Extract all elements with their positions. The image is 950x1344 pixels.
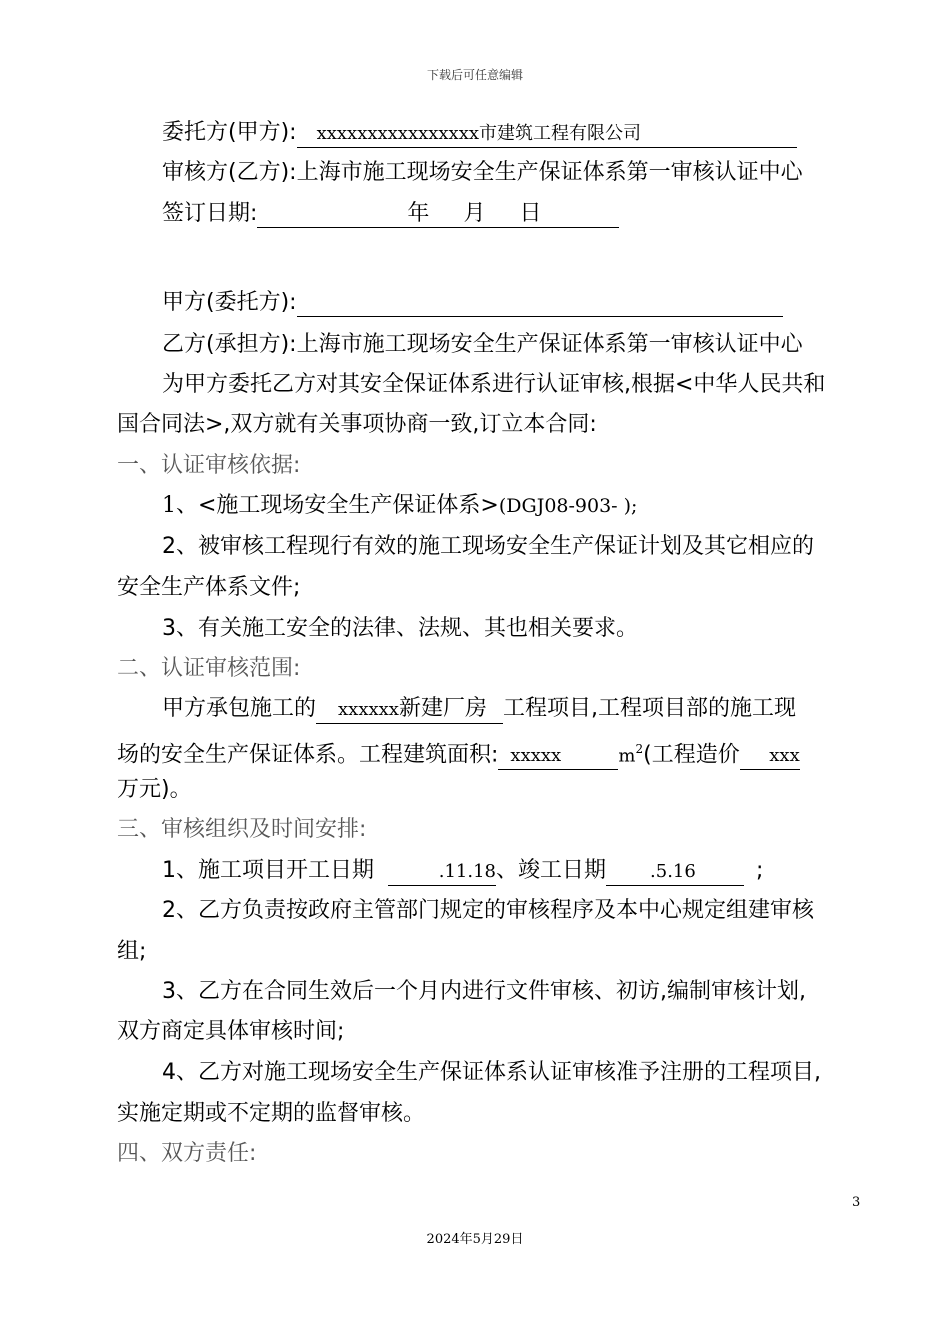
auditor-line <box>162 158 803 188</box>
section2-l1-a: 甲方承包施工的 <box>162 696 317 721</box>
party-a-field <box>297 290 783 317</box>
client-line <box>162 118 797 148</box>
section1-item2-line2: 安全生产体系文件; <box>117 575 301 600</box>
cost-value: xxx <box>769 745 800 767</box>
section1-item3: 3、有关施工安全的法律、法规、其也相关要求。 <box>162 616 638 641</box>
date-year: 年 <box>407 201 430 226</box>
section3-item1 <box>162 856 763 886</box>
start-date: .11.18 <box>438 861 496 882</box>
date-month: 月 <box>463 201 486 226</box>
area-unit: m <box>618 745 636 767</box>
section1-item1-code: (DGJ08-903- ); <box>498 495 638 517</box>
section1-item2-line1: 2、被审核工程现行有效的施工现场安全生产保证计划及其它相应的 <box>162 534 814 559</box>
section1-item1-num: 1、 <box>162 493 198 518</box>
end-date: .5.16 <box>650 861 696 882</box>
client-value: xxxxxxxxxxxxxxxx市建筑工程有限公司 <box>316 123 642 144</box>
section4-title: 四、双方责任: <box>117 1141 257 1166</box>
area-field <box>498 743 618 770</box>
section2-l2-a: 场的安全生产保证体系。工程建筑面积: <box>117 742 499 768</box>
section1-item1 <box>162 491 637 521</box>
sign-date-field <box>257 201 619 228</box>
party-a-label: 甲方(委托方): <box>162 290 297 315</box>
cost-field <box>740 743 800 770</box>
area-unit-sup: 2 <box>635 742 644 756</box>
auditor-label: 审核方(乙方): <box>162 160 297 185</box>
section3-title: 三、审核组织及时间安排: <box>117 817 367 842</box>
section2-l1-b: 工程项目,工程项目部的施工现 <box>502 696 796 721</box>
section3-item3-line2: 双方商定具体审核时间; <box>117 1019 345 1044</box>
section2-line1 <box>162 694 796 724</box>
sign-date-label: 签订日期: <box>162 201 258 226</box>
project-name: 新建厂房 <box>398 696 487 721</box>
party-b-label: 乙方(承担方): <box>162 332 297 357</box>
footer-date: 2024年5月29日 <box>426 1232 524 1247</box>
party-a-line <box>162 288 783 318</box>
section3-item3-line1: 3、乙方在合同生效后一个月内进行文件审核、初访,编制审核计划, <box>162 979 806 1004</box>
section3-item4-line2: 实施定期或不定期的监督审核。 <box>117 1101 426 1126</box>
section2-line2 <box>117 734 800 771</box>
section3-item1-a: 1、施工项目开工日期 <box>162 858 374 883</box>
client-label: 委托方(甲方): <box>162 120 297 145</box>
section2-l2-b: (工程造价 <box>643 742 740 768</box>
party-b-value: 上海市施工现场安全生产保证体系第一审核认证中心 <box>296 332 803 357</box>
section3-item1-c: ; <box>756 858 764 883</box>
section3-item2-line2: 组; <box>117 939 147 964</box>
section1-item1-text: <施工现场安全生产保证体系> <box>198 493 499 518</box>
sign-date-line <box>162 199 619 229</box>
section3-item2-line1: 2、乙方负责按政府主管部门规定的审核程序及本中心规定组建审核 <box>162 898 814 923</box>
area-value: xxxxx <box>510 745 562 767</box>
section3-item1-b: 、竣工日期 <box>496 858 607 883</box>
header-note: 下载后可任意编辑 <box>426 68 523 82</box>
section2-title: 二、认证审核范围: <box>117 656 301 681</box>
date-day: 日 <box>519 201 542 226</box>
section2-line3: 万元)。 <box>117 777 192 802</box>
auditor-value: 上海市施工现场安全生产保证体系第一审核认证中心 <box>296 160 803 185</box>
party-b-line <box>162 330 803 360</box>
section3-item4-line1: 4、乙方对施工现场安全生产保证体系认证审核准予注册的工程项目, <box>162 1060 821 1085</box>
intro-line-1: 为甲方委托乙方对其安全保证体系进行认证审核,根据<中华人民共和 <box>162 372 826 397</box>
project-name-field <box>316 696 503 724</box>
intro-line-2: 国合同法>,双方就有关事项协商一致,订立本合同: <box>117 412 597 437</box>
section1-title: 一、认证审核依据: <box>117 453 301 478</box>
end-date-field <box>606 859 744 886</box>
start-date-field <box>388 859 496 886</box>
page-number: 3 <box>852 1195 861 1210</box>
project-name-x: xxxxxx <box>338 699 399 720</box>
client-value-field <box>297 120 797 148</box>
